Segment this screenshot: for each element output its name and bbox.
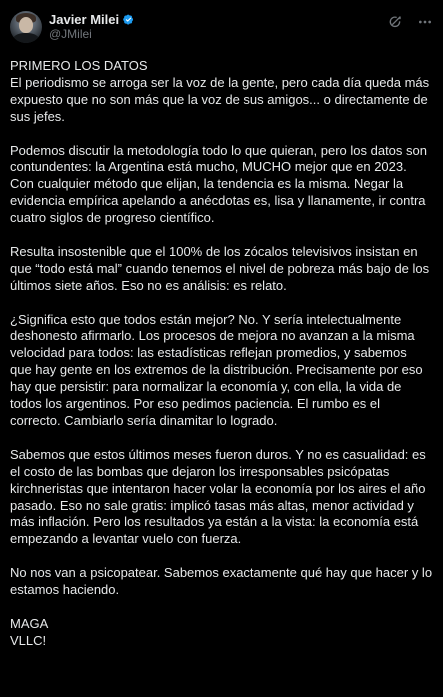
tweet-line: No nos van a psicopatear. Sabemos exactamente qué hay que hacer y lo: [10, 565, 433, 581]
tweet-line: el costo de las bombas que dejaron los irresponsables psicópatas: [10, 463, 390, 479]
paragraph-gap: [10, 548, 433, 565]
header-actions: [387, 14, 433, 30]
tweet-line: hay que persistir: para normalizar la economía y, con ella, la vida de: [10, 379, 402, 395]
tweet-line: que hay gente en los extremos de la distribución. Precisamente por eso: [10, 362, 423, 378]
tweet-line: Resulta insostenible que el 100% de los zócalos televisivos insistan en: [10, 243, 418, 259]
tweet-line: El periodismo se arroga ser la voz de la gente, pero cada día queda más: [10, 74, 430, 90]
grok-icon[interactable]: [387, 14, 403, 30]
more-options-icon[interactable]: [417, 14, 433, 30]
name-row: [49, 12, 135, 27]
tweet-header: [10, 8, 433, 46]
tweet-text: [10, 58, 433, 650]
author-info: [49, 12, 135, 42]
tweet-line: estamos haciendo.: [10, 582, 120, 598]
tweet-line: expuesto que no son más que la voz de sus amigos... o directamente de: [10, 91, 428, 107]
tweet-line: PRIMERO LOS DATOS: [10, 58, 148, 73]
tweet-line: correcto. Cambiarlo sería dinamitar lo logrado.: [10, 412, 278, 428]
paragraph-gap: [10, 126, 433, 143]
tweet-line: Con cualquier método que elijan, la tendencia es la misma. Negar la: [10, 176, 404, 192]
tweet-line: empezando a levantar vuelo con fuerza.: [10, 531, 242, 547]
tweet-line: kirchneristas que intentaron hacer volar la economía por los aires el año: [10, 480, 426, 496]
tweet-line: VLLC!: [10, 632, 47, 648]
tweet-line: que “todo está mal” cuando tenemos el nivel de pobreza más bajo de los: [10, 260, 430, 276]
avatar-face: [19, 17, 33, 33]
tweet-line: deshonesto afirmarlo. Los procesos de mejora no avanzan a la misma: [10, 328, 415, 344]
author-display-name[interactable]: Javier Milei: [49, 12, 120, 27]
tweet-line: todos los argentinos. Por eso pedimos paciencia. El rumbo es el: [10, 396, 380, 412]
tweet-line: pasado. Eso no sale gratis: implicó tasas más altas, menor actividad y: [10, 497, 414, 513]
tweet-line: evidencia empírica apelando a anécdotas es, lisa y llanamente, ir contra: [10, 193, 426, 209]
tweet-line: Sabemos que estos últimos meses fueron duros. Y no es casualidad: es: [10, 446, 426, 462]
avatar-suit: [13, 33, 39, 43]
tweet-line: sus jefes.: [10, 108, 65, 124]
tweet-line: últimos siete años. Eso no es análisis: es relato.: [10, 277, 287, 293]
avatar[interactable]: [10, 11, 42, 43]
tweet-line: velocidad para todos: las estadísticas reflejan promedios, y sabemos: [10, 345, 407, 361]
paragraph-gap: [10, 227, 433, 244]
tweet-line: más inflación. Pero los resultados ya están a la vista: la economía está: [10, 514, 419, 530]
author-handle[interactable]: @JMilei: [49, 27, 92, 41]
paragraph-gap: [10, 599, 433, 616]
paragraph-gap: [10, 430, 433, 447]
verified-badge-icon: [122, 13, 135, 26]
tweet-line: ¿Significa esto que todos están mejor? No. Y sería intelectualmente: [10, 311, 402, 327]
paragraph-gap: [10, 295, 433, 312]
tweet-line: Podemos discutir la metodología todo lo que quieran, pero los datos son: [10, 142, 427, 158]
tweet-line: contundentes: la Argentina está mucho, MUCHO mejor que en 2023.: [10, 159, 407, 175]
tweet-line: MAGA: [10, 615, 49, 631]
tweet-line: cuatro siglos de progreso científico.: [10, 210, 215, 226]
